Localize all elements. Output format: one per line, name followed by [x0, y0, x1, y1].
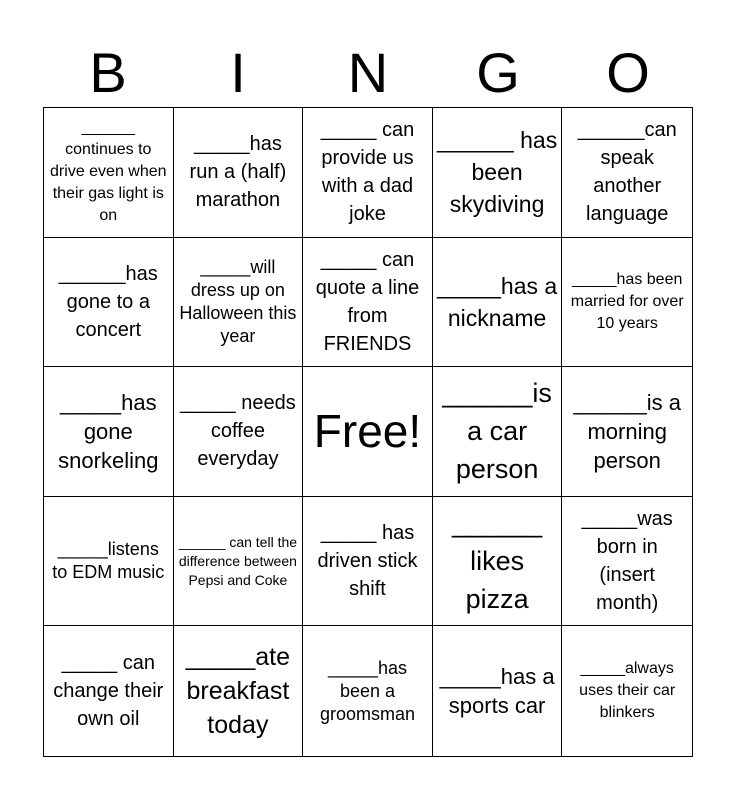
- bingo-cell-3-5[interactable]: [562, 367, 692, 497]
- header-letter-o: O: [606, 41, 650, 104]
- bingo-cell-3-1[interactable]: [44, 367, 174, 497]
- bingo-cell-4-4[interactable]: [433, 497, 563, 627]
- header-letter-i: I: [230, 41, 246, 104]
- cell-text: ______ can tell the difference between Pepsi and Coke: [178, 533, 298, 588]
- bingo-cell-1-2[interactable]: [174, 108, 304, 238]
- cell-text: _____will dress up on Halloween this year: [179, 256, 297, 346]
- bingo-cell-5-3[interactable]: [303, 626, 433, 756]
- cell-text: _____has been married for over 10 years: [570, 270, 684, 332]
- cell-text: _____was born in (insert month): [581, 508, 673, 615]
- bingo-cell-5-5[interactable]: [562, 626, 692, 756]
- bingo-cell-5-4[interactable]: [433, 626, 563, 756]
- header-letter-g: G: [476, 41, 520, 104]
- cell-text: _____has been a groomsman: [319, 657, 416, 724]
- cell-text: _____has gone snorkeling: [58, 389, 159, 473]
- bingo-cell-free[interactable]: [303, 367, 433, 497]
- cell-text: _____ has driven stick shift: [317, 522, 418, 601]
- bingo-cell-5-1[interactable]: [44, 626, 174, 756]
- bingo-cell-3-2[interactable]: [174, 367, 304, 497]
- cell-text: ______can speak another language: [577, 119, 677, 226]
- bingo-cell-2-4[interactable]: [433, 238, 563, 368]
- cell-text: _____ can quote a line from FRIENDS: [315, 248, 420, 355]
- cell-text: _____always uses their car blinkers: [579, 660, 676, 722]
- bingo-cell-2-5[interactable]: [562, 238, 692, 368]
- bingo-card: [43, 107, 693, 757]
- bingo-cell-2-3[interactable]: [303, 238, 433, 368]
- bingo-cell-1-1[interactable]: [44, 108, 174, 238]
- cell-text: _____ needs coffee everyday: [180, 392, 296, 471]
- cell-text: _____ can change their own oil: [53, 652, 164, 731]
- cell-text: _____ate breakfast today: [185, 643, 291, 740]
- bingo-cell-2-1[interactable]: [44, 238, 174, 368]
- cell-text: _____has a nickname: [436, 272, 558, 331]
- bingo-cell-4-5[interactable]: [562, 497, 692, 627]
- cell-text: ______has gone to a concert: [58, 262, 158, 341]
- bingo-cell-1-4[interactable]: [433, 108, 563, 238]
- bingo-cell-4-2[interactable]: [174, 497, 304, 627]
- header-letter-b: B: [89, 41, 127, 104]
- cell-text: _____has run a (half) marathon: [189, 133, 287, 212]
- cell-text: ______ likes pizza: [452, 508, 543, 615]
- bingo-cell-2-2[interactable]: [174, 238, 304, 368]
- bingo-cell-1-3[interactable]: [303, 108, 433, 238]
- bingo-cell-3-4[interactable]: [433, 367, 563, 497]
- cell-text: ______is a car person: [442, 378, 552, 485]
- bingo-cell-1-5[interactable]: [562, 108, 692, 238]
- bingo-cell-5-2[interactable]: [174, 626, 304, 756]
- cell-text: _____ can provide us with a dad joke: [320, 119, 415, 226]
- header-letter-n: N: [347, 41, 389, 104]
- bingo-header: [43, 40, 693, 106]
- cell-text: ______ has been skydiving: [436, 127, 558, 218]
- bingo-cell-4-3[interactable]: [303, 497, 433, 627]
- cell-text: _____has a sports car: [439, 664, 555, 719]
- bingo-cell-4-1[interactable]: [44, 497, 174, 627]
- cell-text: _____listens to EDM music: [52, 539, 165, 583]
- cell-text: ______is a morning person: [573, 389, 682, 473]
- cell-text: ______ continues to drive even when their gas light is on: [50, 119, 167, 225]
- free-space-text: Free!: [313, 405, 422, 458]
